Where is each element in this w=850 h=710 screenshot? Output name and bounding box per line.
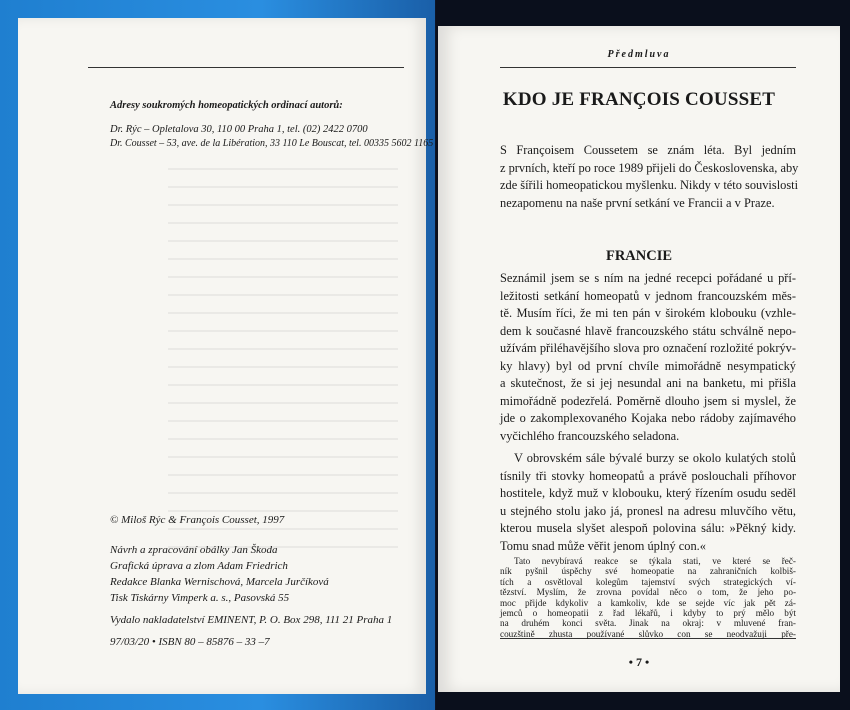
right-top-rule <box>500 67 796 68</box>
chapter-title: KDO JE FRANÇOIS COUSSET <box>502 89 776 110</box>
body-line: jemců o homeopatii z řad lékařů, i kdyby to prý mělo být <box>500 608 796 618</box>
right-page <box>438 26 840 692</box>
body-line: Tato nevybíravá reakce se týkala stati, ve které se řeč- <box>514 556 796 566</box>
left-top-rule <box>88 67 404 68</box>
body-line: couzštině zhusta používané slůvko con se neodvažuji pře- <box>500 628 796 639</box>
body-line: a skutečnost, že si jej nesundal ani na banketu, mi přišla <box>500 376 796 390</box>
section-title: FRANCIE <box>605 248 673 264</box>
credit-line: Redakce Blanka Wernischová, Marcela Jurčíková <box>110 576 329 588</box>
body-line: ník pyšnil úspěchy své homeopatie na zahraničních kolbiš- <box>500 566 796 577</box>
body-line: ležitosti setkání homeopatů v jednom francouzském měs- <box>500 288 796 303</box>
body-line: jde o zakomplexovaného Kojaka nebo rádoby zajímavého <box>500 411 796 425</box>
body-line: z prvních, kteří po roce 1989 přijeli do Československa, aby <box>500 160 799 175</box>
body-line: mimořádně podezřelá. Poměrně dlouho jsem si myslel, že <box>500 393 796 408</box>
copyright: © Miloš Rýc & François Cousset, 1997 <box>110 514 285 526</box>
publisher-line: Vydalo nakladatelství EMINENT, P. O. Box 298, 111 21 Praha 1 <box>110 614 393 626</box>
body-line: u stejného stolu jako já, pronesl na adresu mluvčího větu, <box>500 503 796 518</box>
body-line: dem k současné hlavě francouzského státu schválně nepo- <box>500 323 796 338</box>
body-line: Seznámil jsem se s ním na jedné recepci pořádané u pří- <box>500 271 796 285</box>
body-line: ky hlavy) byl od první chvíle mimořádně nesympatický <box>500 358 796 373</box>
body-line: S Françoisem Coussetem se znám léta. Byl jedním <box>500 143 796 157</box>
credit-line: Tisk Tiskárny Vimperk a. s., Pasovská 55 <box>110 592 290 604</box>
body-line: užívám přiléhavějšího slova pro označení rozložité pokrýv- <box>500 341 796 355</box>
body-line: Tomu snad může věřit jenom úplný con.« <box>500 538 706 553</box>
body-line: kterou musela slyšet alespoň polovina sálu: »Pěkný kidy. <box>500 521 796 535</box>
body-line: nezapomenu na naše první setkání ve Francii a v Praze. <box>500 195 775 210</box>
body-line: tě. Musím říci, že mi ten pán v širokém klobouku (vzhle- <box>500 306 796 320</box>
body-line: moc přijde kdykoliv a kamkoliv, kde se sejde víc jak pět zá- <box>500 597 796 608</box>
body-line: na druhém konci světa. Jinak na okraj: v mluvené fran- <box>500 618 796 629</box>
body-line: V obrovském sále bývalé burzy se okolo kulatých stolů <box>514 451 796 465</box>
credit-line: Návrh a zpracování obálky Jan Škoda <box>110 544 278 556</box>
body-line: tězství. Myslím, že zrovna povídal něco o tom, že jeho po- <box>500 587 796 598</box>
page-number: • 7 • <box>628 655 650 669</box>
address-line: Dr. Cousset – 53, ave. de la Libération, 33 110 Le Bouscat, tel. 00335 5602 1165 <box>110 138 434 149</box>
body-line: tích a osvětloval kolegům tajemství svých strategických ví- <box>500 576 796 587</box>
addresses-title: Adresy soukromých homeopatických ordinací autorů: <box>110 100 343 111</box>
left-page <box>18 18 434 694</box>
body-line: vyčichlého francouzského seladona. <box>500 428 680 443</box>
running-header: Předmluva <box>607 49 671 60</box>
address-line: Dr. Rýc – Opletalova 30, 110 00 Praha 1, tel. (02) 2422 0700 <box>110 124 368 135</box>
body-line: zde šířili homeopatickou myšlenku. Nikdy v této souvislosti <box>500 178 799 192</box>
show-through-text <box>168 168 398 548</box>
credit-line: Grafická úprava a zlom Adam Friedrich <box>110 560 288 572</box>
isbn-line: 97/03/20 • ISBN 80 – 85876 – 33 –7 <box>110 636 270 648</box>
body-line: tísnily tři stovky homeopatů a právě poslouchali příhovor <box>500 468 796 483</box>
body-line: hostitele, když muž v klobouku, který řízením osudu seděl <box>500 486 796 500</box>
